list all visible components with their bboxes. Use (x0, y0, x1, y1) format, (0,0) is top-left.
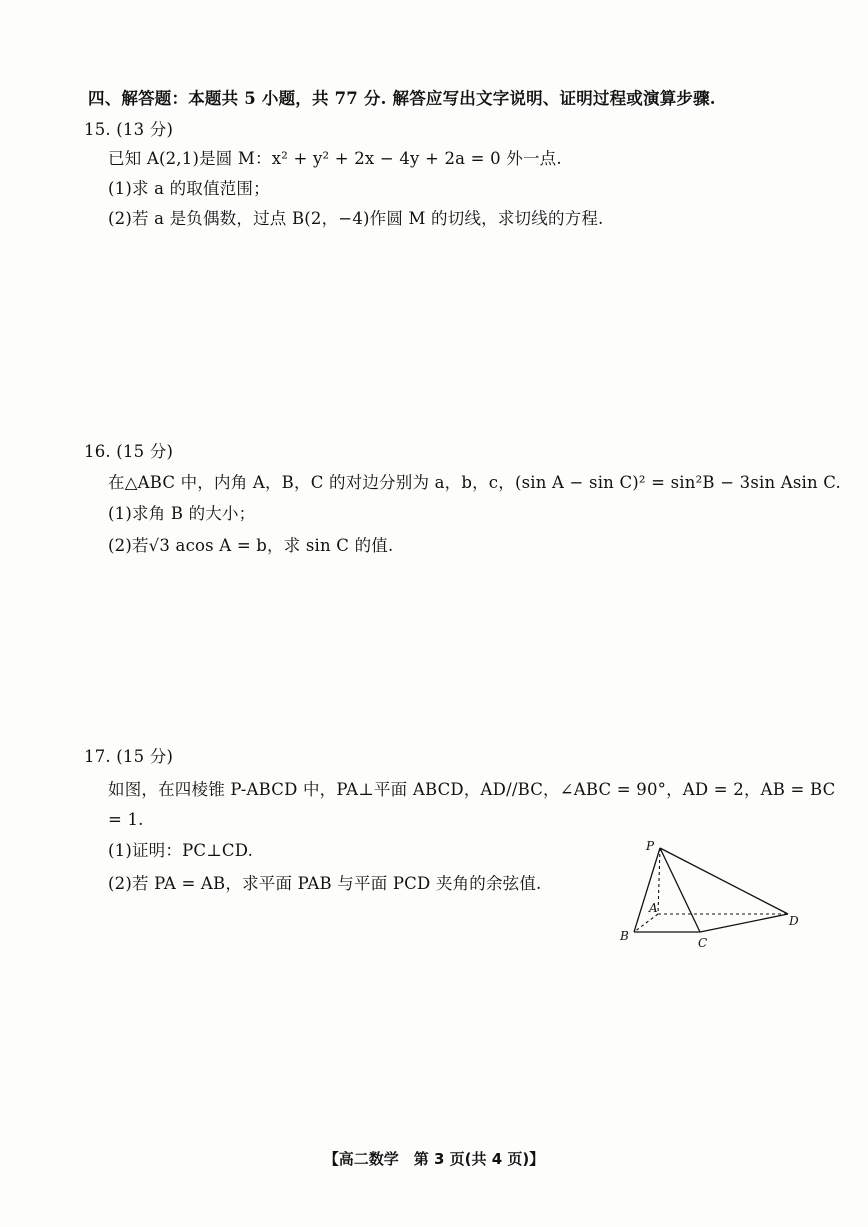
problem-17-part-1: (1)证明：PC⊥CD. (108, 841, 254, 860)
page-footer: 【高二数学 第 3 页(共 4 页)】 (323, 1150, 545, 1168)
edge-PA (658, 848, 660, 914)
problem-15-number: 15. (13 分) (84, 120, 174, 139)
edge-PB (634, 848, 660, 932)
label-B: B (620, 929, 629, 943)
edge-CD (700, 914, 788, 932)
problem-16-part-2: (2)若√3 acos A = b，求 sin C 的值. (108, 536, 394, 555)
label-A: A (649, 901, 658, 915)
edge-AB (634, 914, 658, 932)
label-D: D (789, 914, 799, 928)
problem-15-part-1: (1)求 a 的取值范围； (108, 179, 270, 198)
problem-16-number: 16. (15 分) (84, 442, 174, 461)
problem-15-statement: 已知 A(2,1)是圆 M：x² + y² + 2x − 4y + 2a = 0 外一点. (108, 149, 562, 168)
problem-17-part-2: (2)若 PA = AB，求平面 PAB 与平面 PCD 夹角的余弦值. (108, 874, 542, 893)
pyramid-figure (612, 836, 812, 954)
problem-16-statement: 在△ABC 中，内角 A，B，C 的对边分别为 a，b，c，(sin A − sin C)² = sin²B − 3sin Asin C. (108, 473, 841, 492)
section-header: 四、解答题：本题共 5 小题，共 77 分. 解答应写出文字说明、证明过程或演算步骤. (88, 89, 716, 108)
edge-PC (660, 848, 700, 932)
label-P: P (646, 839, 655, 853)
problem-17-statement: 如图，在四棱锥 P-ABCD 中，PA⊥平面 ABCD，AD//BC，∠ABC = 90°，AD = 2，AB = BC (108, 780, 836, 799)
problem-16-part-1: (1)求角 B 的大小； (108, 504, 256, 523)
problem-15-part-2: (2)若 a 是负偶数，过点 B(2，−4)作圆 M 的切线，求切线的方程. (108, 209, 604, 228)
problem-17-statement-cont: = 1. (108, 810, 144, 829)
problem-17-number: 17. (15 分) (84, 747, 174, 766)
label-C: C (698, 936, 708, 950)
edge-PD (660, 848, 788, 914)
